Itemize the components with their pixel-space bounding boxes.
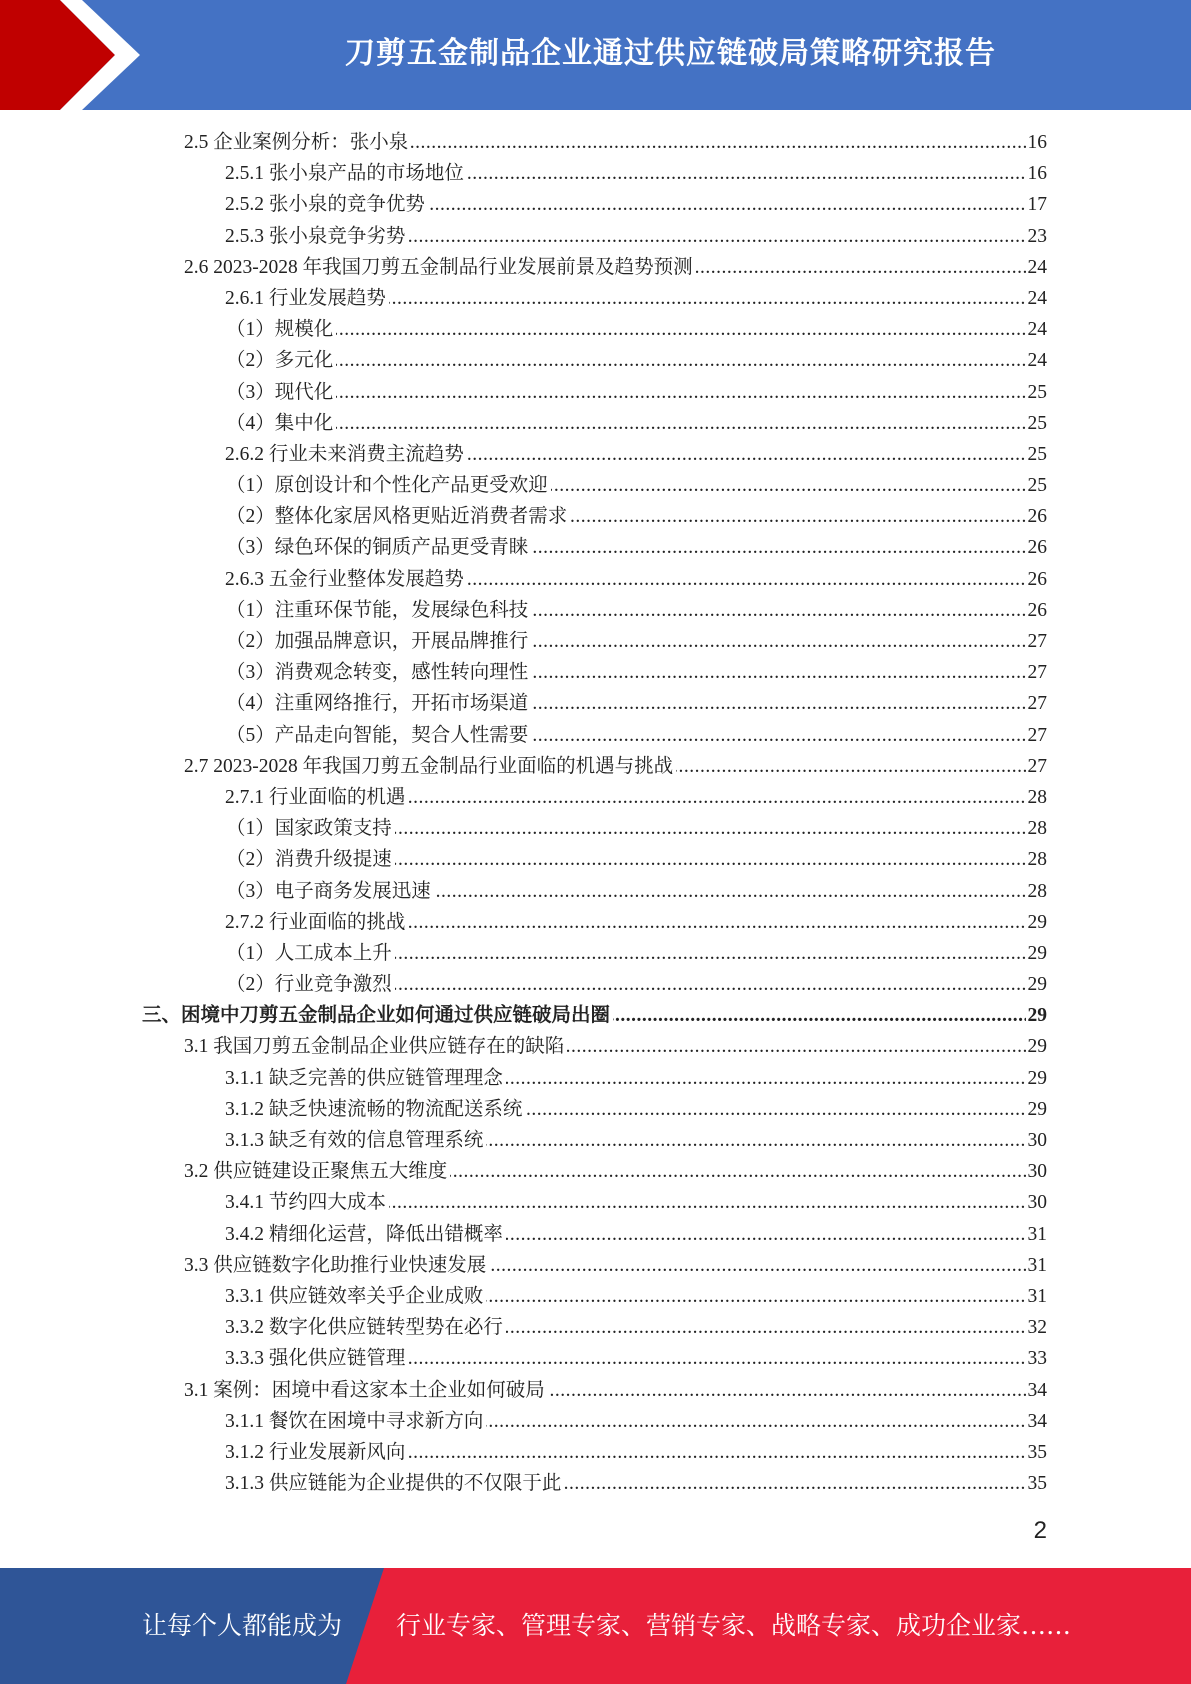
toc-entry-title: （2）多元化 <box>226 345 336 376</box>
toc-entry-page: 29 <box>1026 1031 1048 1062</box>
toc-entry-page: 25 <box>1026 377 1048 408</box>
toc-entry-title: （3）绿色环保的铜质产品更受青睐 <box>226 532 531 563</box>
toc-entry[interactable] <box>0 1063 1191 1094</box>
toc-entry-title: 3.4.2 精细化运营，降低出错概率 <box>225 1219 506 1250</box>
toc-entry-title: （5）产品走向智能，契合人性需要 <box>226 720 531 751</box>
toc-entry-title: 2.5.2 张小泉的竞争优势 <box>225 189 428 220</box>
toc-entry-page: 16 <box>1026 127 1048 158</box>
page-footer <box>0 1568 1191 1684</box>
toc-entry-page: 31 <box>1026 1281 1048 1312</box>
toc-leader-dots <box>226 345 1026 376</box>
header-red-arrow-decoration <box>0 0 150 110</box>
toc-entry-title: （1）规模化 <box>226 314 336 345</box>
toc-entry[interactable] <box>0 1375 1191 1406</box>
toc-entry-page: 33 <box>1026 1343 1048 1374</box>
toc-entry[interactable] <box>0 907 1191 938</box>
toc-entry[interactable] <box>0 252 1191 283</box>
toc-entry[interactable] <box>0 1156 1191 1187</box>
toc-entry-page: 27 <box>1026 626 1048 657</box>
toc-entry-page: 32 <box>1026 1312 1048 1343</box>
toc-entry-title: 3.1 案例：困境中看这家本土企业如何破局 <box>184 1375 548 1406</box>
toc-entry-page: 28 <box>1026 876 1048 907</box>
toc-entry-title: 3.1.3 供应链能为企业提供的不仅限于此 <box>225 1468 564 1499</box>
toc-entry[interactable] <box>0 221 1191 252</box>
toc-entry-title: 三、困境中刀剪五金制品企业如何通过供应链破局出圈 <box>142 1000 613 1031</box>
toc-entry-title: 2.7.1 行业面临的机遇 <box>225 782 408 813</box>
page-number: 2 <box>1033 1517 1047 1544</box>
toc-entry-page: 30 <box>1026 1125 1048 1156</box>
toc-entry[interactable] <box>0 1281 1191 1312</box>
toc-entry-page: 26 <box>1026 595 1048 626</box>
toc-entry-title: 2.5.1 张小泉产品的市场地位 <box>225 158 467 189</box>
toc-entry-page: 24 <box>1026 252 1048 283</box>
footer-slogan-right: 行业专家、管理专家、营销专家、战略专家、成功企业家…… <box>396 1611 1072 1640</box>
toc-leader-dots <box>226 314 1026 345</box>
toc-entry-title: （4）集中化 <box>226 408 336 439</box>
toc-entry[interactable] <box>0 751 1191 782</box>
toc-entry-page: 26 <box>1026 501 1048 532</box>
toc-entry[interactable] <box>0 1031 1191 1062</box>
toc-entry-title: 2.5.3 张小泉竞争劣势 <box>225 221 408 252</box>
toc-entry-page: 25 <box>1026 408 1048 439</box>
toc-entry-title: （3）电子商务发展迅速 <box>226 876 434 907</box>
toc-entry-title: 3.1.2 缺乏快速流畅的物流配送系统 <box>225 1094 525 1125</box>
toc-entry-page: 27 <box>1026 751 1048 782</box>
toc-entry[interactable] <box>0 626 1191 657</box>
toc-entry-title: 3.3.1 供应链效率关乎企业成败 <box>225 1281 486 1312</box>
toc-entry-page: 28 <box>1026 813 1048 844</box>
toc-entry[interactable] <box>0 501 1191 532</box>
toc-entry-page: 24 <box>1026 314 1048 345</box>
toc-entry-title: （1）国家政策支持 <box>226 813 395 844</box>
toc-entry-page: 29 <box>1026 907 1048 938</box>
toc-entry-page: 29 <box>1026 938 1048 969</box>
toc-entry-title: 2.7 2023-2028 年我国刀剪五金制品行业面临的机遇与挑战 <box>184 751 676 782</box>
toc-entry[interactable] <box>0 1437 1191 1468</box>
toc-entry[interactable] <box>0 439 1191 470</box>
toc-entry[interactable] <box>0 688 1191 719</box>
toc-entry-title: 2.6.1 行业发展趋势 <box>225 283 389 314</box>
toc-entry-page: 26 <box>1026 532 1048 563</box>
toc-entry-page: 31 <box>1026 1219 1048 1250</box>
toc-entry[interactable] <box>0 189 1191 220</box>
toc-entry-page: 30 <box>1026 1187 1048 1218</box>
toc-entry-title: （3）消费观念转变，感性转向理性 <box>226 657 531 688</box>
toc-entry-title: 2.6 2023-2028 年我国刀剪五金制品行业发展前景及趋势预测 <box>184 252 696 283</box>
toc-entry-page: 35 <box>1026 1468 1048 1499</box>
toc-entry-title: 3.1.1 餐饮在困境中寻求新方向 <box>225 1406 486 1437</box>
toc-entry-title: 2.6.3 五金行业整体发展趋势 <box>225 564 467 595</box>
toc-entry-title: 3.1.1 缺乏完善的供应链管理理念 <box>225 1063 506 1094</box>
toc-entry-title: 3.4.1 节约四大成本 <box>225 1187 389 1218</box>
toc-entry-title: （4）注重网络推行，开拓市场渠道 <box>226 688 531 719</box>
toc-entry-title: （2）行业竞争激烈 <box>226 969 395 1000</box>
toc-entry-page: 27 <box>1026 657 1048 688</box>
toc-entry-page: 17 <box>1026 189 1048 220</box>
toc-entry-title: 2.7.2 行业面临的挑战 <box>225 907 408 938</box>
toc-entry[interactable] <box>0 345 1191 376</box>
toc-entry[interactable] <box>0 1125 1191 1156</box>
toc-entry-page: 27 <box>1026 720 1048 751</box>
toc-entry[interactable] <box>0 1250 1191 1281</box>
toc-entry-page: 23 <box>1026 221 1048 252</box>
toc-entry[interactable] <box>0 314 1191 345</box>
toc-entry[interactable] <box>0 844 1191 875</box>
toc-entry[interactable] <box>0 532 1191 563</box>
toc-entry-page: 28 <box>1026 844 1048 875</box>
toc-entry-page: 24 <box>1026 345 1048 376</box>
toc-entry[interactable] <box>0 1343 1191 1374</box>
toc-entry-title: （1）原创设计和个性化产品更受欢迎 <box>226 470 551 501</box>
toc-entry[interactable] <box>0 127 1191 158</box>
toc-entry-page: 29 <box>1026 969 1048 1000</box>
toc-entry-page: 29 <box>1026 1000 1048 1031</box>
toc-entry-title: （1）人工成本上升 <box>226 938 395 969</box>
toc-leader-dots <box>226 377 1026 408</box>
toc-entry-page: 31 <box>1026 1250 1048 1281</box>
toc-entry[interactable] <box>0 564 1191 595</box>
toc-entry-title: 3.1 我国刀剪五金制品企业供应链存在的缺陷 <box>184 1031 567 1062</box>
table-of-contents <box>0 127 1191 1499</box>
toc-entry-title: 3.3.3 强化供应链管理 <box>225 1343 408 1374</box>
toc-entry[interactable] <box>0 782 1191 813</box>
toc-entry[interactable] <box>0 657 1191 688</box>
toc-entry-page: 26 <box>1026 564 1048 595</box>
toc-entry[interactable] <box>0 969 1191 1000</box>
toc-entry[interactable] <box>0 595 1191 626</box>
toc-entry-page: 30 <box>1026 1156 1048 1187</box>
toc-entry[interactable] <box>0 1094 1191 1125</box>
toc-entry-title: 2.5 企业案例分析：张小泉 <box>184 127 411 158</box>
toc-entry-title: （1）注重环保节能，发展绿色科技 <box>226 595 531 626</box>
toc-entry-title: 3.1.2 行业发展新风向 <box>225 1437 408 1468</box>
toc-entry-title: 2.6.2 行业未来消费主流趋势 <box>225 439 467 470</box>
toc-entry[interactable] <box>0 1219 1191 1250</box>
toc-entry-title: 3.3.2 数字化供应链转型势在必行 <box>225 1312 506 1343</box>
toc-entry-title: （2）加强品牌意识，开展品牌推行 <box>226 626 531 657</box>
report-title: 刀剪五金制品企业通过供应链破局策略研究报告 <box>345 36 996 71</box>
toc-entry-title: 3.3 供应链数字化助推行业快速发展 <box>184 1250 489 1281</box>
toc-entry-page: 29 <box>1026 1063 1048 1094</box>
toc-entry-page: 28 <box>1026 782 1048 813</box>
toc-entry[interactable] <box>0 1187 1191 1218</box>
toc-entry[interactable] <box>0 1468 1191 1499</box>
toc-entry-title: （2）消费升级提速 <box>226 844 395 875</box>
toc-entry[interactable] <box>0 158 1191 189</box>
toc-entry[interactable] <box>0 470 1191 501</box>
toc-entry-page: 25 <box>1026 439 1048 470</box>
toc-entry[interactable] <box>0 1000 1191 1031</box>
toc-entry[interactable] <box>0 813 1191 844</box>
toc-entry-page: 24 <box>1026 283 1048 314</box>
toc-entry[interactable] <box>0 1406 1191 1437</box>
toc-entry-title: 3.1.3 缺乏有效的信息管理系统 <box>225 1125 486 1156</box>
toc-leader-dots <box>226 408 1026 439</box>
toc-entry-page: 16 <box>1026 158 1048 189</box>
toc-entry-page: 29 <box>1026 1094 1048 1125</box>
toc-entry[interactable] <box>0 938 1191 969</box>
toc-entry[interactable] <box>0 283 1191 314</box>
toc-entry-page: 35 <box>1026 1437 1048 1468</box>
toc-entry-title: （3）现代化 <box>226 377 336 408</box>
page-header <box>0 0 1191 110</box>
toc-entry-title: （2）整体化家居风格更贴近消费者需求 <box>226 501 570 532</box>
toc-entry[interactable] <box>0 876 1191 907</box>
toc-entry[interactable] <box>0 1312 1191 1343</box>
toc-entry-page: 34 <box>1026 1375 1048 1406</box>
toc-entry-page: 27 <box>1026 688 1048 719</box>
toc-entry[interactable] <box>0 720 1191 751</box>
footer-slogan-left: 让每个人都能成为 <box>142 1611 343 1640</box>
toc-entry-title: 3.2 供应链建设正聚焦五大维度 <box>184 1156 450 1187</box>
toc-entry[interactable] <box>0 408 1191 439</box>
toc-entry-page: 25 <box>1026 470 1048 501</box>
toc-entry[interactable] <box>0 377 1191 408</box>
toc-entry-page: 34 <box>1026 1406 1048 1437</box>
